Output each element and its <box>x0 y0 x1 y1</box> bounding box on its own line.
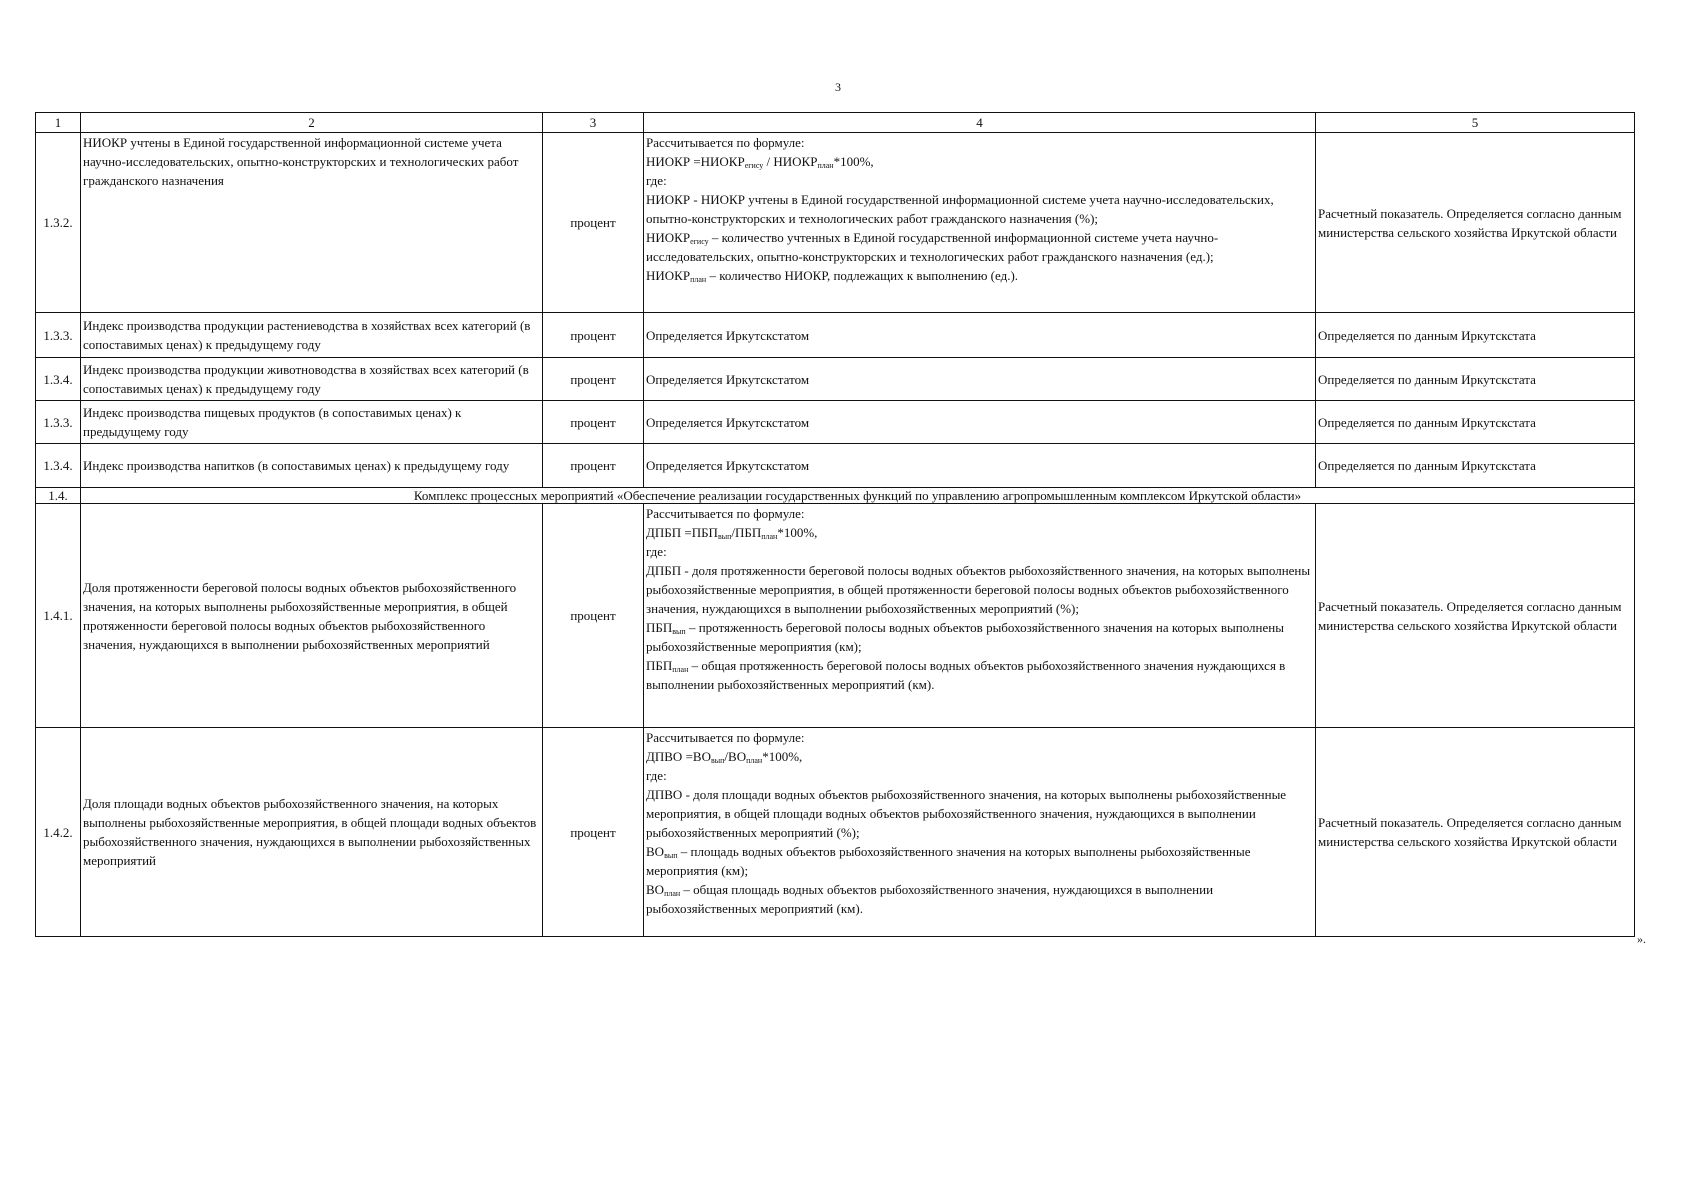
term-subscript: план <box>664 889 681 898</box>
row-number: 1.4.2. <box>36 728 81 937</box>
formula <box>646 747 1313 766</box>
formula-part: *100%, <box>777 525 818 540</box>
term-description: – площадь водных объектов рыбохозяйственного значения на которых выполнены рыбохозяйственные мероприятия (км); <box>646 844 1251 878</box>
table-row <box>36 728 1635 937</box>
formula <box>646 152 1313 171</box>
formula-subscript: план <box>746 756 763 765</box>
page-number: 3 <box>835 80 841 94</box>
term-description: – общая протяженность береговой полосы водных объектов рыбохозяйственного значения нуждающихся в выполнении рыбохозяйственных мероприятий (км). <box>646 658 1286 692</box>
row-number: 1.4.1. <box>36 504 81 728</box>
row-number: 1.3.3. <box>36 401 81 444</box>
formula-part: / НИОКР <box>763 154 818 169</box>
formula-subscript: вып <box>717 532 732 541</box>
formula-part: *100%, <box>762 749 803 764</box>
row-number: 1.3.4. <box>36 358 81 401</box>
formula-subscript: план <box>817 161 834 170</box>
data-source: Определяется по данным Иркутскстата <box>1316 313 1635 358</box>
indicator-name: НИОКР учтены в Единой государственной информационной системе учета научно-исследовательских, опытно-конструкторских и технологических работ гражданского назначения <box>81 133 543 313</box>
indicator-name: Индекс производства продукции животноводства в хозяйствах всех категорий (в сопоставимых ценах) к предыдущему году <box>81 358 543 401</box>
calculation-method <box>644 133 1316 313</box>
formula-intro: Рассчитывается по формуле: <box>646 506 805 521</box>
section-row <box>36 488 1635 504</box>
term: ПБП <box>646 620 673 635</box>
formula-definition <box>646 228 1313 266</box>
formula-intro: Рассчитывается по формуле: <box>646 135 805 150</box>
formula-part: *100%, <box>833 154 874 169</box>
formula-definition <box>646 266 1313 285</box>
term-subscript: вып <box>672 627 686 636</box>
term: НИОКР <box>646 230 691 245</box>
formula-subscript: егису <box>744 161 764 170</box>
indicator-name: Доля площади водных объектов рыбохозяйственного значения, на которых выполнены рыбохозяйственные мероприятия, в общей площади водных объектов рыбохозяйственного значения, нуждающихся в выполнении рыбохозяйственных мероприятий <box>81 728 543 937</box>
data-source: Расчетный показатель. Определяется согласно данным министерства сельского хозяйства Иркутской области <box>1316 133 1635 313</box>
data-source: Определяется по данным Иркутскстата <box>1316 444 1635 488</box>
data-source: Расчетный показатель. Определяется согласно данным министерства сельского хозяйства Иркутской области <box>1316 504 1635 728</box>
formula-where: где: <box>646 544 667 559</box>
table-row <box>36 504 1635 728</box>
calculation-method: Определяется Иркутскстатом <box>644 444 1316 488</box>
data-source: Расчетный показатель. Определяется согласно данным министерства сельского хозяйства Иркутской области <box>1316 728 1635 937</box>
formula-part: НИОКР =НИОКР <box>646 154 745 169</box>
table-row <box>36 313 1635 358</box>
table-row <box>36 444 1635 488</box>
calculation-method <box>644 504 1316 728</box>
section-title: Комплекс процессных мероприятий «Обеспечение реализации государственных функций по управлению агропромышленным комплексом Иркутской области» <box>81 488 1635 504</box>
table-header-row <box>36 113 1635 133</box>
table-row <box>36 401 1635 444</box>
formula-part: /ПБП <box>731 525 762 540</box>
table-row <box>36 358 1635 401</box>
formula <box>646 523 1313 542</box>
term: ВО <box>646 844 665 859</box>
formula-subscript: план <box>761 532 778 541</box>
row-number: 1.4. <box>36 488 81 504</box>
calculation-method <box>644 728 1316 937</box>
indicator-name: Индекс производства пищевых продуктов (в сопоставимых ценах) к предыдущему году <box>81 401 543 444</box>
formula-definition <box>646 842 1313 880</box>
term-subscript: план <box>672 665 689 674</box>
calculation-method: Определяется Иркутскстатом <box>644 313 1316 358</box>
formula-definition <box>646 880 1313 918</box>
row-number: 1.3.2. <box>36 133 81 313</box>
term-subscript: план <box>690 275 707 284</box>
unit-cell: процент <box>543 358 644 401</box>
column-header: 5 <box>1316 113 1635 133</box>
formula-part: ДПБП =ПБП <box>646 525 718 540</box>
formula-intro: Рассчитывается по формуле: <box>646 730 805 745</box>
term-subscript: егису <box>690 237 709 246</box>
indicator-name: Доля протяженности береговой полосы водных объектов рыбохозяйственного значения, на которых выполнены рыбохозяйственные мероприятия, в общей протяженности береговой полосы водных объектов рыбохозяйственного значения, нуждающихся в выполнении рыбохозяйственных мероприятий <box>81 504 543 728</box>
formula-definition: ДПБП - доля протяженности береговой полосы водных объектов рыбохозяйственного значения, на которых выполнены рыбохозяйственные мероприятия, в общей протяженности береговой полосы водных объектов рыбохозяйственного значения, нуждающихся в выполнении рыбохозяйственных мероприятий (%); <box>646 563 1311 616</box>
formula-part: ДПВО =ВО <box>646 749 711 764</box>
column-header: 3 <box>543 113 644 133</box>
term-description: – количество учтенных в Единой государственной информационной системе учета научно-исследовательских, опытно-конструкторских и технологических работ гражданского назначения (ед.); <box>646 230 1219 264</box>
data-source: Определяется по данным Иркутскстата <box>1316 358 1635 401</box>
calculation-method: Определяется Иркутскстатом <box>644 401 1316 444</box>
calculation-method: Определяется Иркутскстатом <box>644 358 1316 401</box>
term-description: – общая площадь водных объектов рыбохозяйственного значения, нуждающихся в выполнении рыбохозяйственных мероприятий (км). <box>646 882 1214 916</box>
indicators-table <box>35 112 1635 937</box>
formula-where: где: <box>646 173 667 188</box>
data-source: Определяется по данным Иркутскстата <box>1316 401 1635 444</box>
row-number: 1.3.4. <box>36 444 81 488</box>
indicator-name: Индекс производства продукции растениеводства в хозяйствах всех категорий (в сопоставимых ценах) к предыдущему году <box>81 313 543 358</box>
unit-cell: процент <box>543 133 644 313</box>
term-description: – протяженность береговой полосы водных объектов рыбохозяйственного значения на которых выполнены рыбохозяйственные мероприятия (км); <box>646 620 1284 654</box>
unit-cell: процент <box>543 401 644 444</box>
unit-cell: процент <box>543 313 644 358</box>
closing-quote: ». <box>1637 932 1646 946</box>
unit-cell: процент <box>543 444 644 488</box>
term: НИОКР <box>646 268 691 283</box>
formula-definition: ДПВО - доля площади водных объектов рыбохозяйственного значения, на которых выполнены рыбохозяйственные мероприятия, в общей площади водных объектов рыбохозяйственного значения, нуждающихся в выполнении рыбохозяйственных мероприятий (%); <box>646 787 1287 840</box>
formula-part: /ВО <box>724 749 747 764</box>
term: ПБП <box>646 658 673 673</box>
unit-cell: процент <box>543 728 644 937</box>
indicator-name: Индекс производства напитков (в сопоставимых ценах) к предыдущему году <box>81 444 543 488</box>
term: ВО <box>646 882 665 897</box>
column-header: 4 <box>644 113 1316 133</box>
term-description: – количество НИОКР, подлежащих к выполнению (ед.). <box>706 268 1019 283</box>
formula-where: где: <box>646 768 667 783</box>
table-row <box>36 133 1635 313</box>
column-header: 2 <box>81 113 543 133</box>
row-number: 1.3.3. <box>36 313 81 358</box>
formula-definition <box>646 656 1313 694</box>
unit-cell: процент <box>543 504 644 728</box>
formula-definition: НИОКР - НИОКР учтены в Единой государственной информационной системе учета научно-исследовательских, опытно-конструкторских и технологических работ гражданского назначения (%); <box>646 192 1274 226</box>
term-subscript: вып <box>664 851 678 860</box>
column-header: 1 <box>36 113 81 133</box>
formula-definition <box>646 618 1313 656</box>
formula-subscript: вып <box>710 756 725 765</box>
